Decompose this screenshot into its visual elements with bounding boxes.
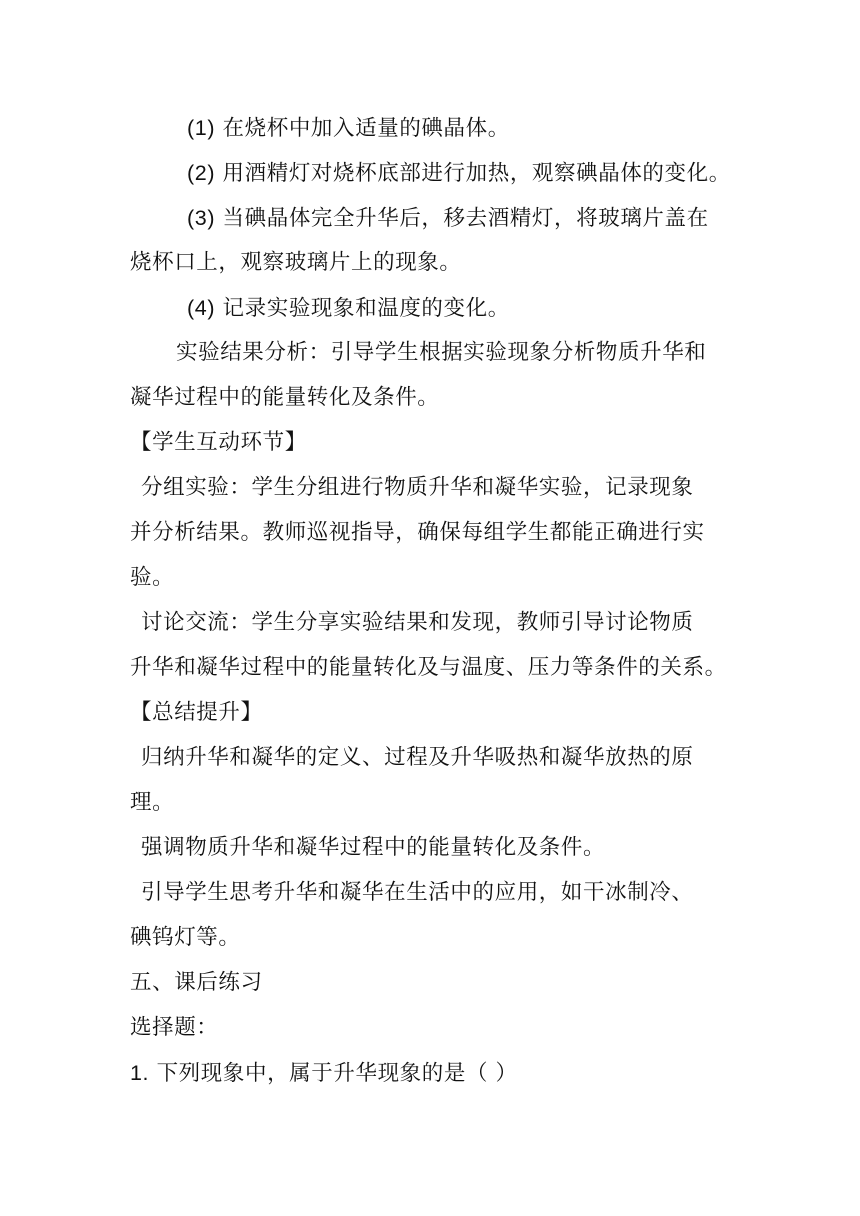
summary-item-2: 强调物质升华和凝华过程中的能量转化及条件。: [141, 835, 606, 860]
exercise-type: 选择题：: [130, 1015, 219, 1040]
question-1-text: 下列现象中，属于升华现象的是（ ）: [156, 1061, 518, 1086]
step-2-text: 用酒精灯对烧杯底部进行加热，观察碘晶体的变化。: [222, 161, 731, 186]
step-2: [187, 158, 731, 189]
summary-item-1-line-1: 归纳升华和凝华的定义、过程及升华吸热和凝华放热的原: [141, 745, 694, 770]
step-4: [187, 293, 510, 324]
analysis-line-1: 实验结果分析：引导学生根据实验现象分析物质升华和: [176, 340, 707, 365]
summary-heading: 【总结提升】: [130, 700, 263, 725]
group-line-2: 并分析结果。教师巡视指导，确保每组学生都能正确进行实: [130, 520, 705, 545]
question-1-number: 1.: [130, 1061, 150, 1085]
step-4-number: (4): [187, 296, 216, 320]
discuss-line-1: 讨论交流：学生分享实验结果和发现，教师引导讨论物质: [141, 610, 694, 635]
group-line-3: 验。: [130, 565, 175, 590]
analysis-line-2: 凝华过程中的能量转化及条件。: [130, 385, 440, 410]
step-2-number: (2): [187, 161, 216, 185]
interaction-heading: 【学生互动环节】: [130, 430, 307, 455]
step-1: [187, 113, 510, 144]
summary-item-3-line-2: 碘钨灯等。: [130, 925, 241, 950]
step-3: [187, 203, 709, 234]
group-line-1: 分组实验：学生分组进行物质升华和凝华实验，记录现象: [141, 475, 694, 500]
summary-item-3-line-1: 引导学生思考升华和凝华在生活中的应用，如干冰制冷、: [141, 880, 694, 905]
step-4-text: 记录实验现象和温度的变化。: [222, 296, 510, 321]
exercise-heading: 五、课后练习: [130, 970, 263, 995]
question-1: [130, 1058, 518, 1089]
summary-item-1-line-2: 理。: [130, 790, 175, 815]
step-3-number: (3): [187, 206, 216, 230]
step-1-text: 在烧杯中加入适量的碘晶体。: [222, 116, 510, 141]
step-3-text: 当碘晶体完全升华后，移去酒精灯，将玻璃片盖在: [222, 206, 709, 231]
step-3-continuation: 烧杯口上，观察玻璃片上的现象。: [130, 250, 462, 275]
discuss-line-2: 升华和凝华过程中的能量转化及与温度、压力等条件的关系。: [130, 655, 727, 680]
step-1-number: (1): [187, 116, 216, 140]
